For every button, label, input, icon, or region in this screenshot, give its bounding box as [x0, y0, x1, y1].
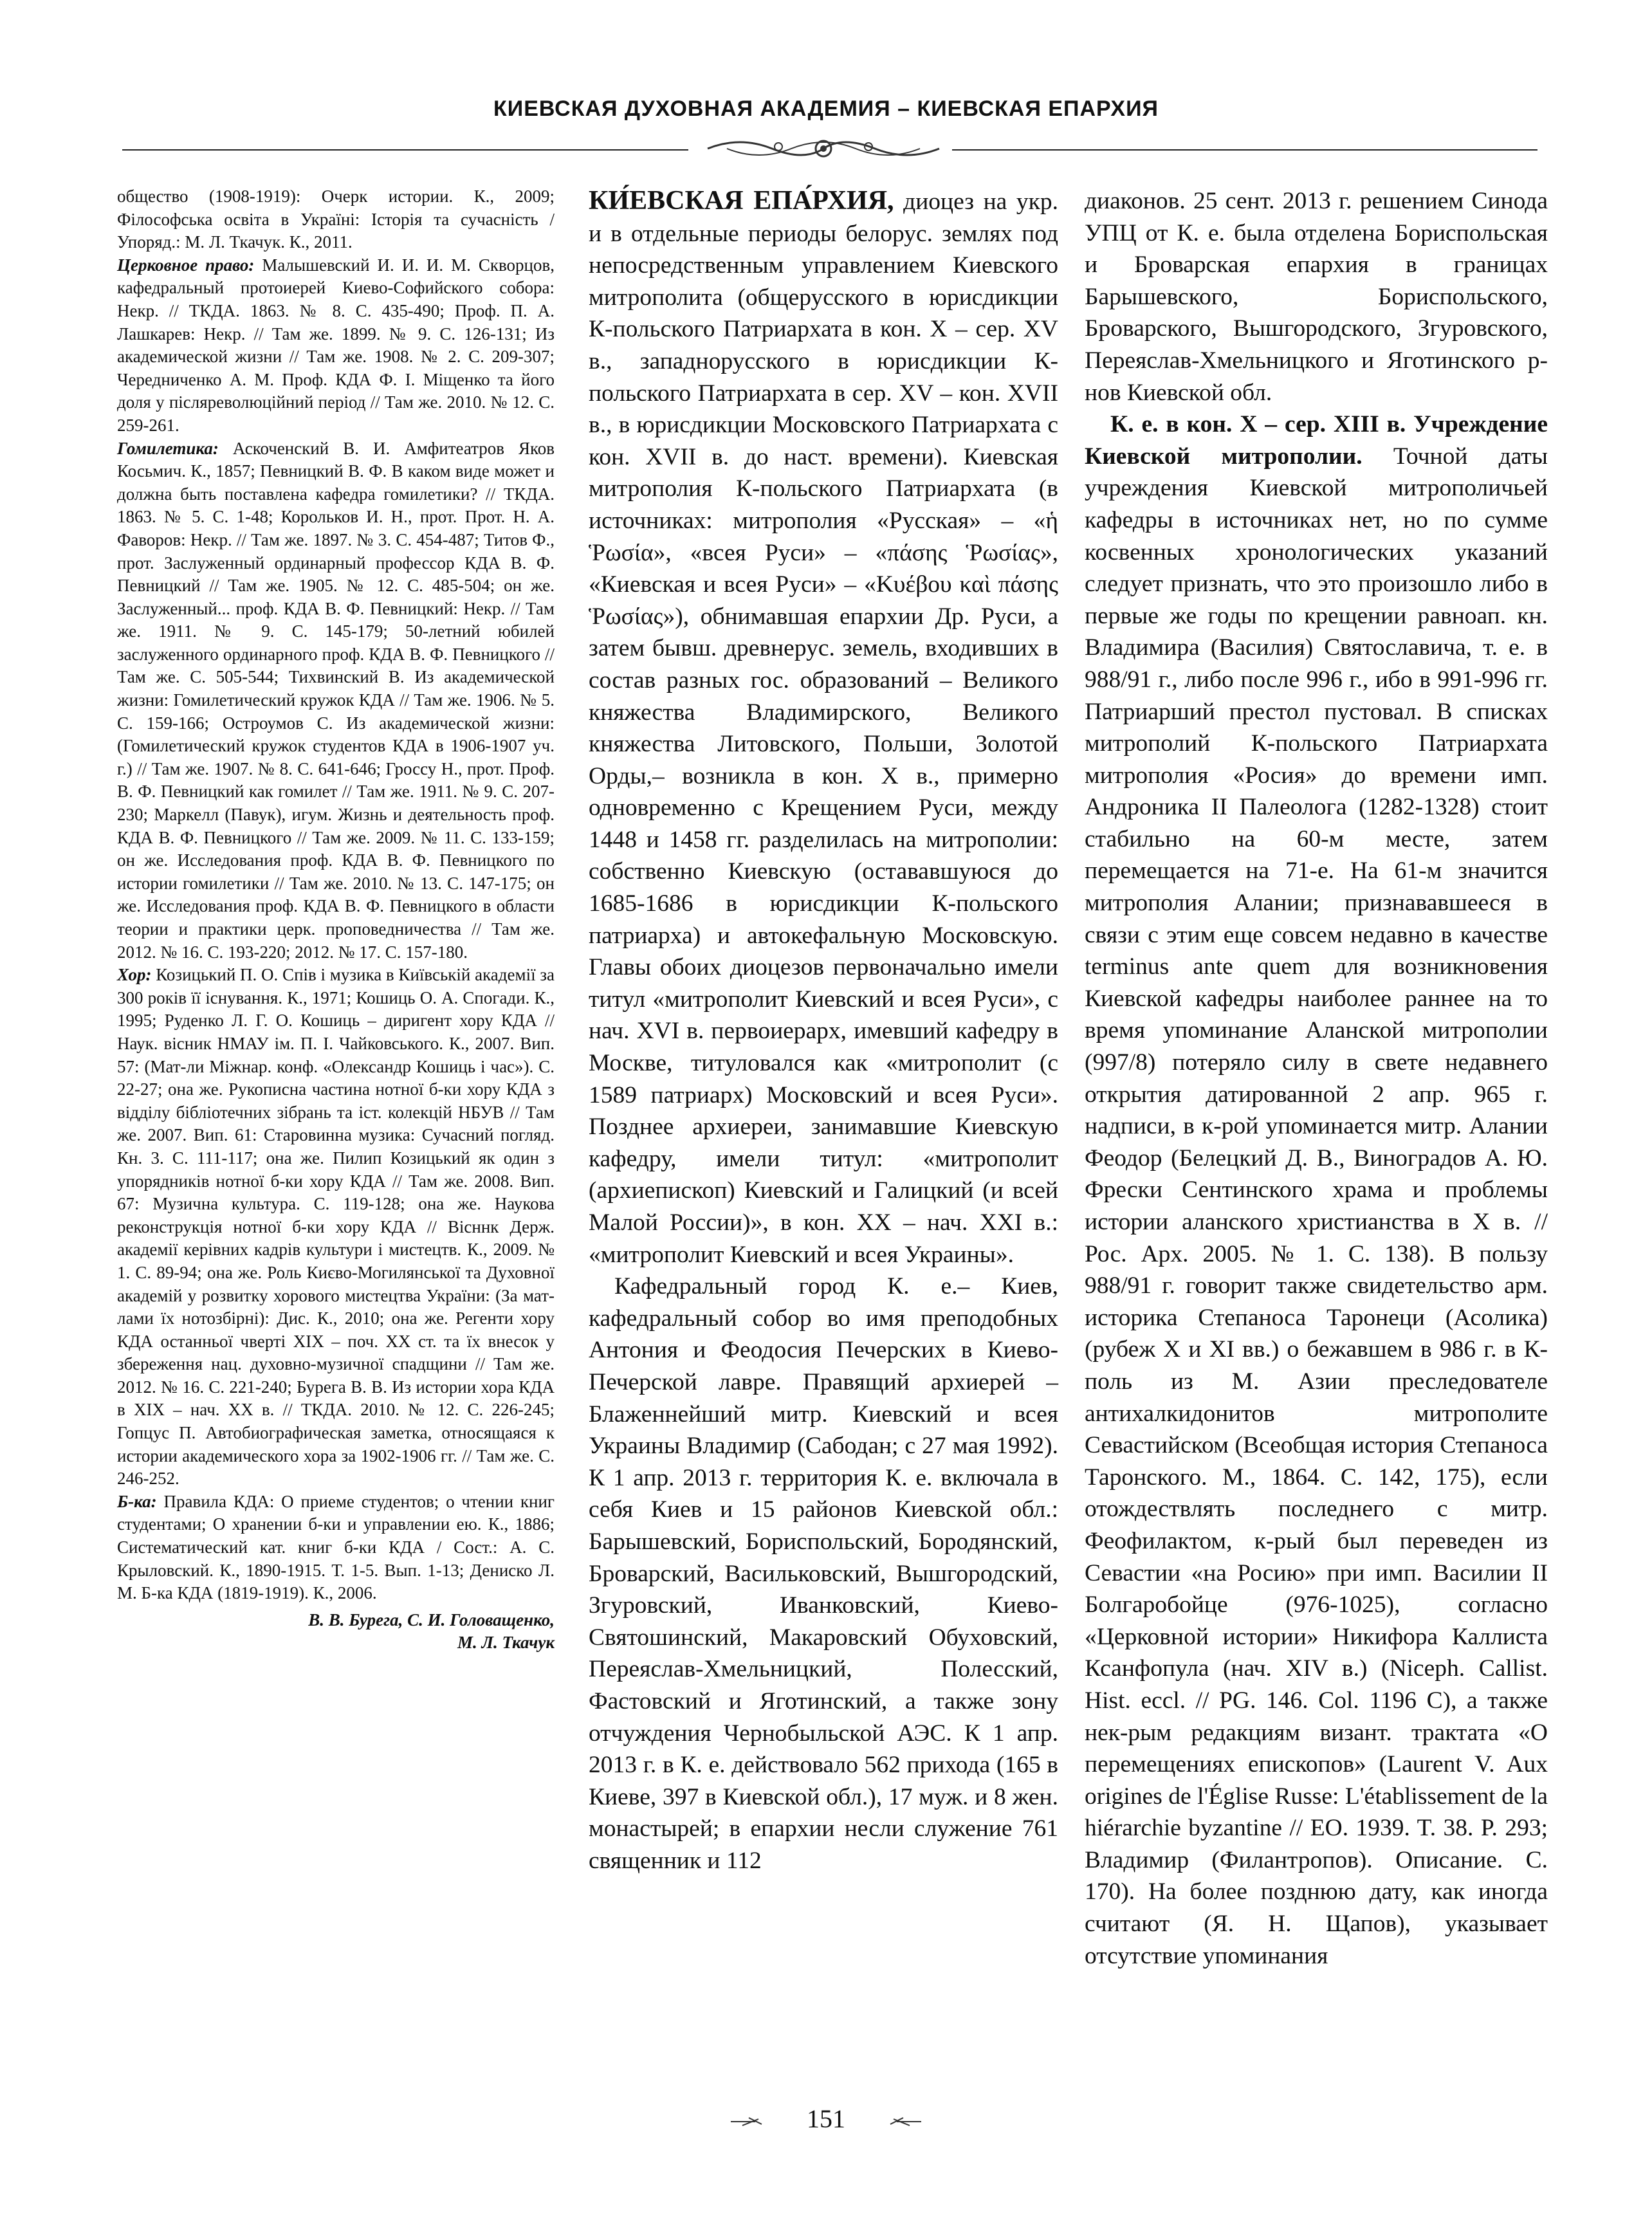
- article-paragraph-4: Точной даты учреждения Киевской митрополичьей кафедры в источниках нет, но по сумме косвенных хронологических указаний следует признать, что это произошло либо в первые же годы по крещении равноап. кн. Владимира (Василия) Святославича, т. е. в 988/91 г., либо после 996 г., ибо в 991-996 гг. Патриарший престол пустовал. В списках митрополий К-польского Патриархата митрополия «Росия» до времени имп. Андроника II Палеолога (1282-1328) стоит стабильно на 60-м месте, затем перемещается на 71-е. На 61-м значится митрополия Алании; признававшееся в связи с этим еще совсем недавно в качестве terminus ante quem для возникновения Киевской кафедры наиболее раннее на то время упоминание Аланской митрополии (997/8) потеряло силу в свете недавнего открытия датированной 2 апр. 965 г. надписи, в к-рой упоминается митр. Алании Феодор (Белецкий Д. В., Виноградов А. Ю. Фрески Сентинского храма и проблемы истории аланского христианства в X в. // Рос. Арх. 2005. № 1. С. 138). В пользу 988/91 г. говорит также свидетельство арм. историка Степаноса Таронеци (Асолика) (рубеж X и XI вв.) о бежавшем в 986 г. в К-поль из М. Азии преследователе антихалкидонитов митрополите Севастийском (Всеобщая история Степаноса Таронского. М., 1864. С. 142, 175), если отождествлять последнего с митр. Феофилактом, к-рый был переведен из Севастии «на Росию» при имп. Василии II Болгаробойце (976-1025), согласно «Церковной истории» Никифора Каллиста Ксанфопула (нач. XIV в.) (Niceph. Callist. Hist. eccl. // PG. 146. Col. 1196 C), а также нек-рым редакциям визант. трактата «О перемещениях епископов» (Laurent V. Aux origines de l'Église Russe: L'établissement de la hiérarchie byzantine // EO. 1939. T. 38. P. 293; Владимир (Филантропов). Описание. С. 170). На более позднюю дату, как иногда считают (Я. Н. Щапов), указывает отсутствие упоминания: [1085, 443, 1548, 1969]
- header-ornament-icon: [701, 133, 946, 165]
- running-title: КИЕВСКАЯ ДУХОВНАЯ АКАДЕМИЯ – КИЕВСКАЯ ЕПАРХИЯ: [493, 96, 1159, 121]
- header-rule-left: [122, 149, 688, 151]
- authors-line-1: В. В. Бурега, С. И. Головащенко,: [308, 1610, 555, 1630]
- article-paragraph-2: Кафедральный город К. е.– Киев, кафедральный собор во имя преподобных Антония и Феодосия Печерских в Киево-Печерской лавре. Правящий архиерей – Блаженнейший митр. Киевский и всея Украины Владимир (Сабодан; с 27 мая 1992). К 1 апр. 2013 г. территория К. е. включала в себя Киев и 15 районов Киевской обл.: Барышевский, Бориспольский, Бородянский, Броварский, Васильковский, Вышгородский, Згуровский, Иванковский, Киево-Святошинский, Макаровский Обуховский, Переяслав-Хмельницкий, Полесский, Фастовский и Яготинский, а также зону отчуждения Чернобыльской АЭС. К 1 апр. 2013 г. в К. е. действовало 562 прихода (165 в Киеве, 397 в Киевской обл.), 17 муж. и 8 жен. монастырей; в епархии несли служение 761 священник и 112: [589, 1273, 1058, 1874]
- page-number: 151: [807, 2104, 845, 2133]
- middle-column: [589, 185, 1058, 1877]
- right-column: [1085, 185, 1548, 1972]
- church-law-label: Церковное право:: [117, 255, 255, 275]
- bibliography-intro: общество (1908-1919): Очерк истории. К., 2009; Філософська освіта в Україні: Історія та сучасність / Упоряд.: М. Л. Ткачук. К., 2011.: [117, 187, 555, 252]
- choir-text: Козицький П. О. Спів і музика в Київській академії за 300 років її існування. К., 1971; Кошиць О. А. Спогади. К., 1995; Руденко Л. Г. О. Кошиць – диригент хору КДА // Наук. вісник НМАУ ім. П. І. Чайковського. К., 2007. Вип. 57: (Мат-ли Міжнар. конф. «Олександр Кошиць і час»). С. 22-27; она же. Рукописна частина нотної б-ки хору КДА з відділу бібліотечних зібрань та іст. колекцій НБУВ // Там же. 2007. Вип. 61: Старовинна музика: Сучасний погляд. Кн. 3. С. 111-117; она же. Пилип Козицький як один з упорядників нотної б-ки хору КДА // Там же. 2008. Вип. 67: Музична культура. С. 119-128; она же. Наукова реконструкція нотної б-ки хору КДА // Вісннк Держ. академії керівних кадрів культури і мистецтв. К., 2009. № 1. С. 89-94; она же. Роль Києво-Могилянської та Духовної академій у розвитку хорового мистецтва України: (За мат-лами їх нотозбірні): Дис. К., 2010; она же. Регенти хору КДА останньої чверті XIX – поч. XX ст. та їх внесок у збереження нац. духовно-музичної спадщини // Там же. 2012. № 16. С. 221-240; Бурега В. В. Из истории хора КДА в XIX – нач. XX в. // ТКДА. 2010. № 12. С. 226-245; Гопцус П. Автобиографическая заметка, относящаяся к истории академического хора за 1902-1906 гг. // Там же. С. 246-252.: [117, 965, 555, 1489]
- article-paragraph-1: диоцез на укр. и в отдельные периоды белорус. землях под непосредственным управлением Киевского митрополита (общерусского в юрисдикции К-польского Патриархата в кон. X – сер. XV в., западнорусского в юрисдикции К-польского Патриархата в сер. XV – кон. XVII в., в юрисдикции Московского Патриархата с кон. XVII в. до наст. времени). Киевская митрополия К-польского Патриархата (в источниках: митрополия «Русская» – «ἡ Ῥωσία», «всея Руси» – «πάσης Ῥωσίας», «Киевская и всея Руси» – «Κυέβου καὶ πάσης Ῥωσίας»), обнимавшая епархии Др. Руси, а затем бывш. древнерус. земель, входивших в состав разных гос. образований – Великого княжества Владимирского, Великого княжества Литовского, Польши, Золотой Орды,– возникла в кон. X в., примерно одновременно с Крещением Руси, между 1448 и 1458 гг. разделилась на митрополии: собственно Киевскую (остававшуюся до 1685-1686 в юрисдикции К-польского патриарха) и автокефальную Московскую. Главы обоих диоцезов первоначально имели титул «митрополит Киевский и всея Руси», с нач. XVI в. первоиерарх, имевший кафедру в Москве, титуловался как «митрополит (с 1589 патриарх) Московский и всея Руси». Позднее архиереи, занимавшие Киевскую кафедру, имели титул: «митрополит (архиепископ) Киевский и Галицкий (и всей Малой России)», в кон. XX – нач. XXI в.: «митрополит Киевский и всея Украины».: [589, 188, 1058, 1268]
- header-rule-right: [952, 149, 1537, 151]
- section-heading: К. е. в кон. X – сер. XIII в. Учреждение Киевской митрополии.: [1085, 411, 1548, 470]
- choir-label: Хор:: [117, 965, 152, 985]
- homiletics-label: Гомилетика:: [117, 438, 219, 458]
- article-paragraph-3: диаконов. 25 сент. 2013 г. решением Синода УПЦ от К. е. была отделена Бориспольская и Броварская епархия в границах Барышевского, Бориспольского, Броварского, Вышгородского, Згуровского, Переяслав-Хмельницкого и Яготинского р-нов Киевской обл.: [1085, 188, 1548, 406]
- footer-ornament-left-icon: [730, 2115, 768, 2128]
- library-label: Б-ка:: [117, 1491, 157, 1511]
- article-headword: КИ́ЕВСКАЯ ЕПА́РХИЯ,: [589, 186, 894, 216]
- page-footer: [0, 2104, 1652, 2134]
- footer-ornament-right-icon: [884, 2115, 922, 2128]
- church-law-text: Малышевский И. И. И. М. Скворцов, кафедральный протоиерей Киево-Софийского собора: Некр. // ТКДА. 1863. № 8. С. 435-490; Проф. П. А. Лашкарев: Некр. // Там же. 1899. № 9. С. 126-131; Из академической жизни // Там же. 1908. № 2. С. 209-307; Чередниченко А. М. Проф. КДА Ф. І. Міщенко та його доля у післяреволюційний період // Там же. 2010. № 12. С. 259-261.: [117, 255, 555, 435]
- authors-line-2: М. Л. Ткачук: [457, 1633, 555, 1653]
- left-column: [117, 185, 555, 1655]
- homiletics-text: Аскоченский В. И. Амфитеатров Яков Косьмич. К., 1857; Певницкий В. Ф. В каком виде может и должна быть поставлена кафедра гомилетики? // ТКДА. 1863. № 5. С. 1-48; Корольков И. Н., прот. Прот. Н. А. Фаворов: Некр. // Там же. 1897. № 3. С. 454-487; Титов Ф., прот. Заслуженный ординарный профессор КДА В. Ф. Певницкий // Там же. 1905. № 12. С. 485-504; он же. Заслуженный... проф. КДА В. Ф. Певницкий: Некр. // Там же. 1911. № 9. С. 145-179; 50-летний юбилей заслуженного ординарного проф. КДА В. Ф. Певницкого // Там же. С. 505-544; Тихвинский В. Из академической жизни: Гомилетический кружок КДА // Там же. 1906. № 5. С. 159-166; Остроумов С. Из академической жизни: (Гомилетический кружок студентов КДА в 1906-1907 уч. г.) // Там же. 1907. № 8. С. 641-646; Гроссу Н., прот. Проф. В. Ф. Певницкий как гомилет // Там же. 1911. № 9. С. 207-230; Маркелл (Павук), игум. Жизнь и деятельность проф. КДА В. Ф. Певницкого // Там же. 2009. № 11. С. 133-159; он же. Исследования проф. КДА В. Ф. Певницкого по истории гомилетики // Там же. 2010. № 13. С. 147-175; он же. Исследования проф. КДА В. Ф. Певницкого в области теории и практики церк. проповедничества // Там же. 2012. № 16. С. 193-220; 2012. № 17. С. 157-180.: [117, 438, 555, 962]
- library-text: Правила КДА: О приеме студентов; о чтении книг студентами; О хранении б-ки и управлении ею. К., 1886; Систематический кат. книг б-ки КДА / Сост.: А. С. Крыловский. К., 1890-1915. Т. 1-5. Вып. 1-13; Дениско Л. М. Б-ка КДА (1819-1919). К., 2006.: [117, 1491, 555, 1603]
